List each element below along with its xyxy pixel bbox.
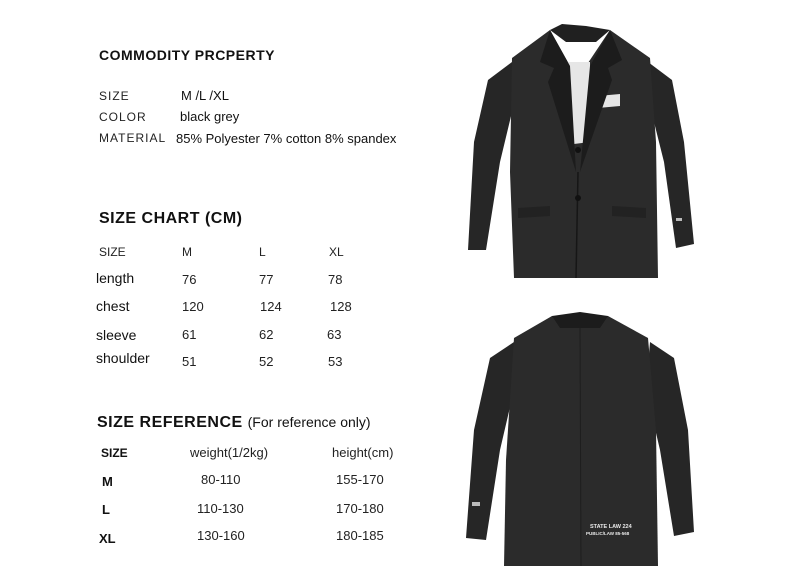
- size-chart-row-label: chest: [96, 298, 130, 314]
- size-chart-cell: 53: [328, 354, 343, 369]
- size-reference-title: [97, 414, 371, 432]
- size-chart-cell: 78: [328, 272, 343, 287]
- property-title: COMMODITY PRCPERTY: [99, 47, 275, 63]
- property-size-label: SIZE: [99, 89, 130, 103]
- size-reference-note: (For reference only): [247, 414, 371, 430]
- property-material-label: MATERIAL: [99, 131, 167, 145]
- property-material-value: 85% Polyester 7% cotton 8% spandex: [176, 131, 397, 146]
- size-chart-row-label: shoulder: [96, 350, 150, 366]
- size-chart-cell: 63: [327, 327, 342, 342]
- jacket-front-image: [466, 22, 696, 284]
- property-color-label: COLOR: [99, 110, 147, 124]
- size-reference-row-height: 170-180: [336, 501, 384, 516]
- size-chart-cell: 77: [259, 272, 274, 287]
- size-chart-row-label: sleeve: [96, 327, 137, 343]
- size-chart-cell: 51: [182, 354, 197, 369]
- size-chart-cell: 52: [259, 354, 274, 369]
- size-reference-row-weight: 110-130: [197, 501, 244, 516]
- property-size-value: M /L /XL: [181, 88, 229, 103]
- size-reference-header-weight: weight(1/2kg): [190, 445, 269, 460]
- size-reference-row-size: M: [102, 474, 113, 489]
- size-chart-cell: 128: [330, 299, 352, 314]
- size-chart-cell: 62: [259, 327, 274, 342]
- size-reference-row-height: 155-170: [336, 472, 384, 487]
- size-reference-row-weight: 130-160: [197, 528, 245, 543]
- size-chart-header-l: L: [259, 245, 266, 259]
- size-chart-row-label: length: [96, 270, 135, 286]
- size-chart-cell: 61: [182, 327, 197, 342]
- size-chart-cell: 76: [182, 272, 197, 287]
- size-chart-cell: 120: [182, 299, 204, 314]
- size-chart-header-size: SIZE: [99, 245, 126, 259]
- size-chart-title: SIZE CHART (CM): [99, 210, 243, 227]
- size-chart-header-m: M: [182, 245, 192, 259]
- size-reference-header-size: SIZE: [101, 446, 128, 460]
- size-reference-row-size: XL: [99, 531, 116, 546]
- size-reference-row-weight: 80-110: [201, 472, 241, 487]
- size-reference-row-size: L: [102, 502, 110, 517]
- back-print-line1: STATE LAW 224: [590, 524, 632, 530]
- size-chart-header-xl: XL: [329, 245, 344, 259]
- size-reference-row-height: 180-185: [336, 528, 384, 543]
- size-reference-header-height: height(cm): [332, 445, 394, 460]
- size-reference-title-text: SIZE REFERENCE: [97, 414, 243, 431]
- jacket-back-image: [460, 310, 700, 572]
- back-print-line2: PUBLIC/LAW 85-568: [586, 531, 630, 536]
- size-chart-cell: 124: [260, 299, 282, 314]
- property-color-value: black grey: [180, 109, 240, 124]
